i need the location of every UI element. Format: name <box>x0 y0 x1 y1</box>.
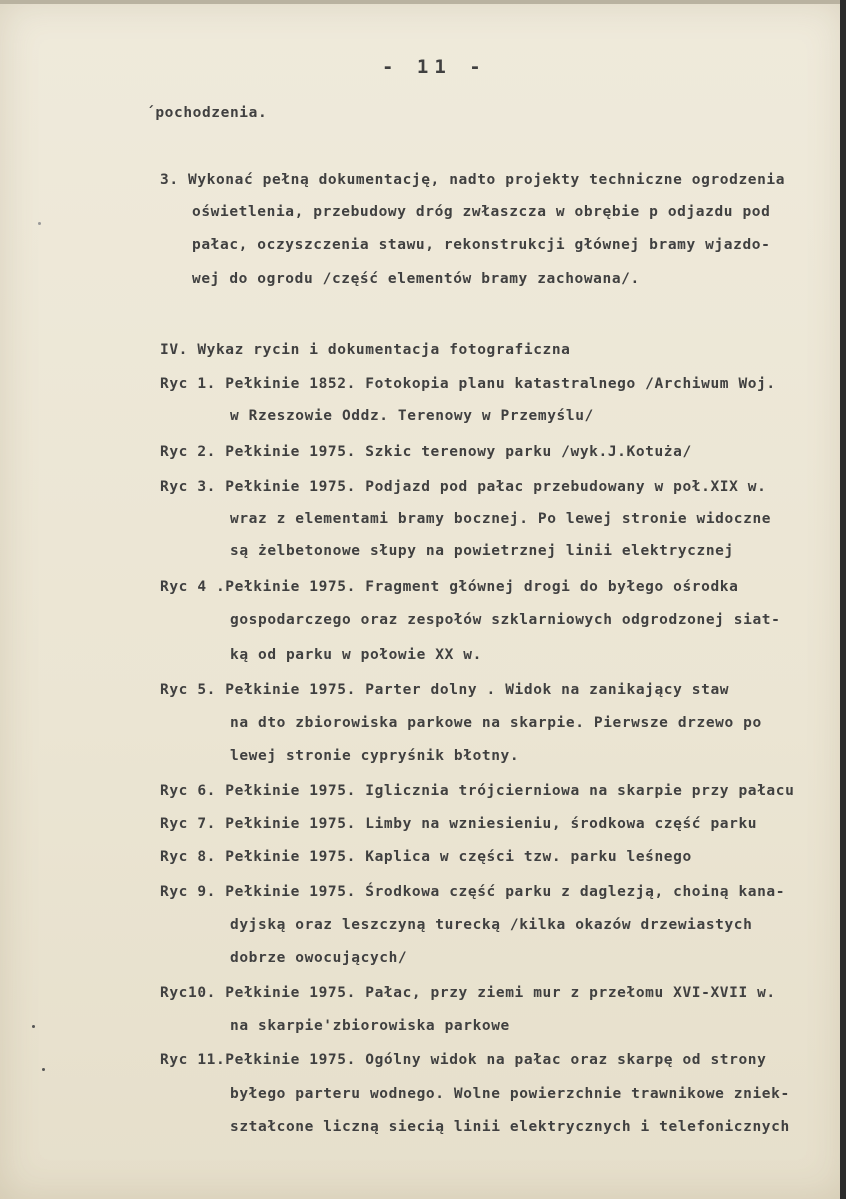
text-line: lewej stronie cypryśnik błotny. <box>230 748 520 764</box>
page-right-edge <box>840 0 846 1199</box>
text-line: na skarpie'zbiorowiska parkowe <box>230 1018 510 1034</box>
text-line: Ryc 5. Pełkinie 1975. Parter dolny . Widok na zanikający staw <box>160 682 730 698</box>
text-line: na dto zbiorowiska parkowe na skarpie. Pierwsze drzewo po <box>230 715 762 731</box>
page-top-edge <box>0 0 846 4</box>
paper-speck <box>42 1068 45 1071</box>
section-heading: IV. Wykaz rycin i dokumentacja fotograficzna <box>160 342 571 358</box>
text-line: ształcone liczną siecią linii elektrycznych i telefonicznych <box>230 1119 790 1135</box>
text-line: oświetlenia, przebudowy dróg zwłaszcza w obrębie p odjazdu pod <box>192 204 771 220</box>
text-line: Ryc 1. Pełkinie 1852. Fotokopia planu katastralnego /Archiwum Woj. <box>160 376 776 392</box>
text-line: wraz z elementami bramy bocznej. Po lewej stronie widoczne <box>230 511 772 527</box>
text-line: byłego parteru wodnego. Wolne powierzchnie trawnikowe zniek- <box>230 1086 790 1102</box>
text-line: wej do ogrodu /część elementów bramy zachowana/. <box>192 271 640 287</box>
text-line: Ryc 3. Pełkinie 1975. Podjazd pod pałac przebudowany w poł.XIX w. <box>160 479 767 495</box>
text-line: Ryc 7. Pełkinie 1975. Limby na wzniesieniu, środkowa część parku <box>160 816 758 832</box>
paper-speck <box>38 222 41 225</box>
text-line: Ryc 4 .Pełkinie 1975. Fragment głównej drogi do byłego ośrodka <box>160 579 739 595</box>
text-line: ´pochodzenia. <box>146 105 268 121</box>
text-line: są żelbetonowe słupy na powietrznej linii elektrycznej <box>230 543 734 559</box>
text-line: gospodarczego oraz zespołów szklarniowych odgrodzonej siat- <box>230 612 781 628</box>
text-line: ką od parku w połowie XX w. <box>230 647 482 663</box>
text-line: dyjską oraz leszczyną turecką /kilka okazów drzewiastych <box>230 917 753 933</box>
text-line: dobrze owocujących/ <box>230 950 408 966</box>
text-line: Ryc10. Pełkinie 1975. Pałac, przy ziemi mur z przełomu XVI-XVII w. <box>160 985 776 1001</box>
page-number: - 11 - <box>382 56 487 78</box>
text-line: Ryc 9. Pełkinie 1975. Środkowa część parku z daglezją, choiną kana- <box>160 884 786 900</box>
text-line: Ryc 11.Pełkinie 1975. Ogólny widok na pałac oraz skarpę od strony <box>160 1052 767 1068</box>
text-line: w Rzeszowie Oddz. Terenowy w Przemyślu/ <box>230 408 594 424</box>
paper-speck <box>32 1025 35 1028</box>
text-line: Ryc 6. Pełkinie 1975. Iglicznia trójcierniowa na skarpie przy pałacu <box>160 783 795 799</box>
text-line: Ryc 2. Pełkinie 1975. Szkic terenowy parku /wyk.J.Kotuża/ <box>160 444 692 460</box>
text-line: pałac, oczyszczenia stawu, rekonstrukcji głównej bramy wjazdo- <box>192 237 771 253</box>
text-line: Ryc 8. Pełkinie 1975. Kaplica w części tzw. parku leśnego <box>160 849 692 865</box>
text-line: 3. Wykonać pełną dokumentację, nadto projekty techniczne ogrodzenia <box>160 172 786 188</box>
